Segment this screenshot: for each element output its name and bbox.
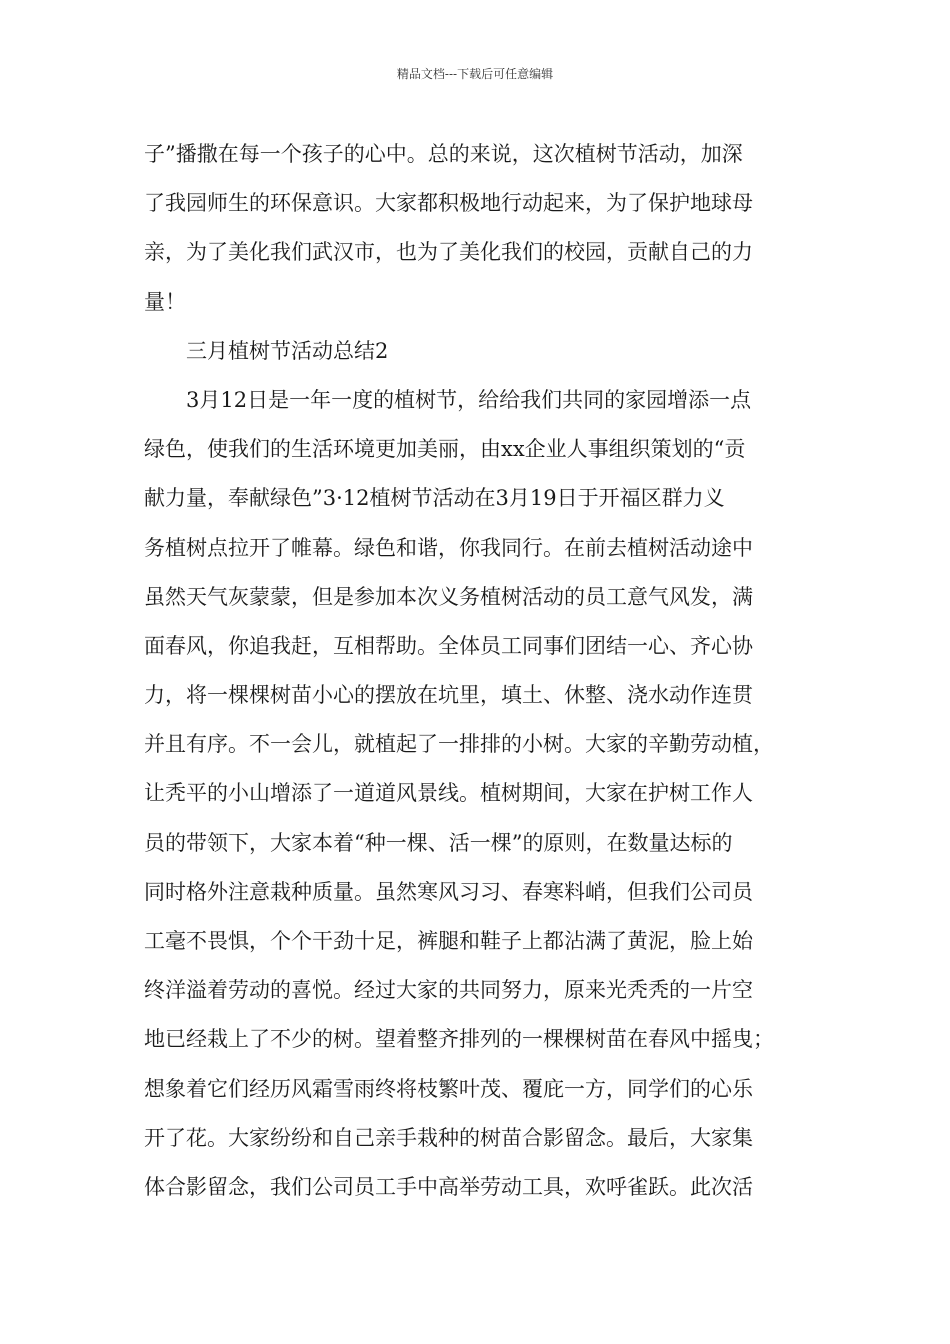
- text-line: 3月12日是一年一度的植树节，给给我们共同的家园增添一点: [186, 387, 752, 412]
- text-line: 同时格外注意栽种质量。虽然寒风习习、春寒料峭，但我们公司员: [144, 879, 753, 904]
- text-line: 并且有序。不一会儿，就植起了一排排的小树。大家的辛勤劳动植，: [144, 732, 774, 757]
- text-line: 务植树点拉开了帷幕。绿色和谐，你我同行。在前去植树活动途中: [144, 535, 753, 560]
- text-line: 量！: [144, 289, 186, 314]
- text-line: 让秃平的小山增添了一道道风景线。植树期间，大家在护树工作人: [144, 781, 753, 806]
- text-line: 工毫不畏惧，个个干劲十足，裤腿和鞋子上都沾满了黄泥，脸上始: [144, 929, 753, 953]
- text-line: 三月植树节活动总结2: [186, 338, 389, 363]
- text-line: 虽然天气灰蒙蒙，但是参加本次义务植树活动的员工意气风发，满: [144, 584, 753, 609]
- text-line: 了我园师生的环保意识。大家都积极地行动起来，为了保护地球母: [144, 191, 753, 216]
- text-line: 子”播撒在每一个孩子的心中。总的来说，这次植树节活动，加深: [144, 142, 743, 166]
- text-line: 员的带领下，大家本着“种一棵、活一棵”的原则，在数量达标的: [144, 830, 733, 855]
- document-body: [144, 130, 824, 1212]
- text-line: 力，将一棵棵树苗小心的摆放在坑里，填土、休整、浇水动作连贯: [144, 683, 753, 708]
- text-line: 面春风，你追我赶，互相帮助。全体员工同事们团结一心、齐心协: [144, 633, 753, 658]
- text-line: 体合影留念，我们公司员工手中高举劳动工具，欢呼雀跃。此次活: [144, 1174, 753, 1199]
- text-line: 想象着它们经历风霜雪雨终将枝繁叶茂、覆庇一方，同学们的心乐: [144, 1076, 753, 1101]
- page-header: 精品文档---下载后可任意编辑: [396, 67, 554, 81]
- text-line: 绿色，使我们的生活环境更加美丽，由xx企业人事组织策划的“贡: [144, 437, 746, 462]
- text-line: 地已经栽上了不少的树。望着整齐排列的一棵棵树苗在春风中摇曳；: [144, 1027, 774, 1052]
- text-line: 开了花。大家纷纷和自己亲手栽种的树苗合影留念。最后，大家集: [144, 1125, 753, 1150]
- text-line: 亲，为了美化我们武汉市，也为了美化我们的校园，贡献自己的力: [144, 240, 753, 265]
- text-line: 献力量，奉献绿色”3·12植树节活动在3月19日于开福区群力义: [144, 486, 725, 511]
- text-line: 终洋溢着劳动的喜悦。经过大家的共同努力，原来光秃秃的一片空: [144, 978, 753, 1003]
